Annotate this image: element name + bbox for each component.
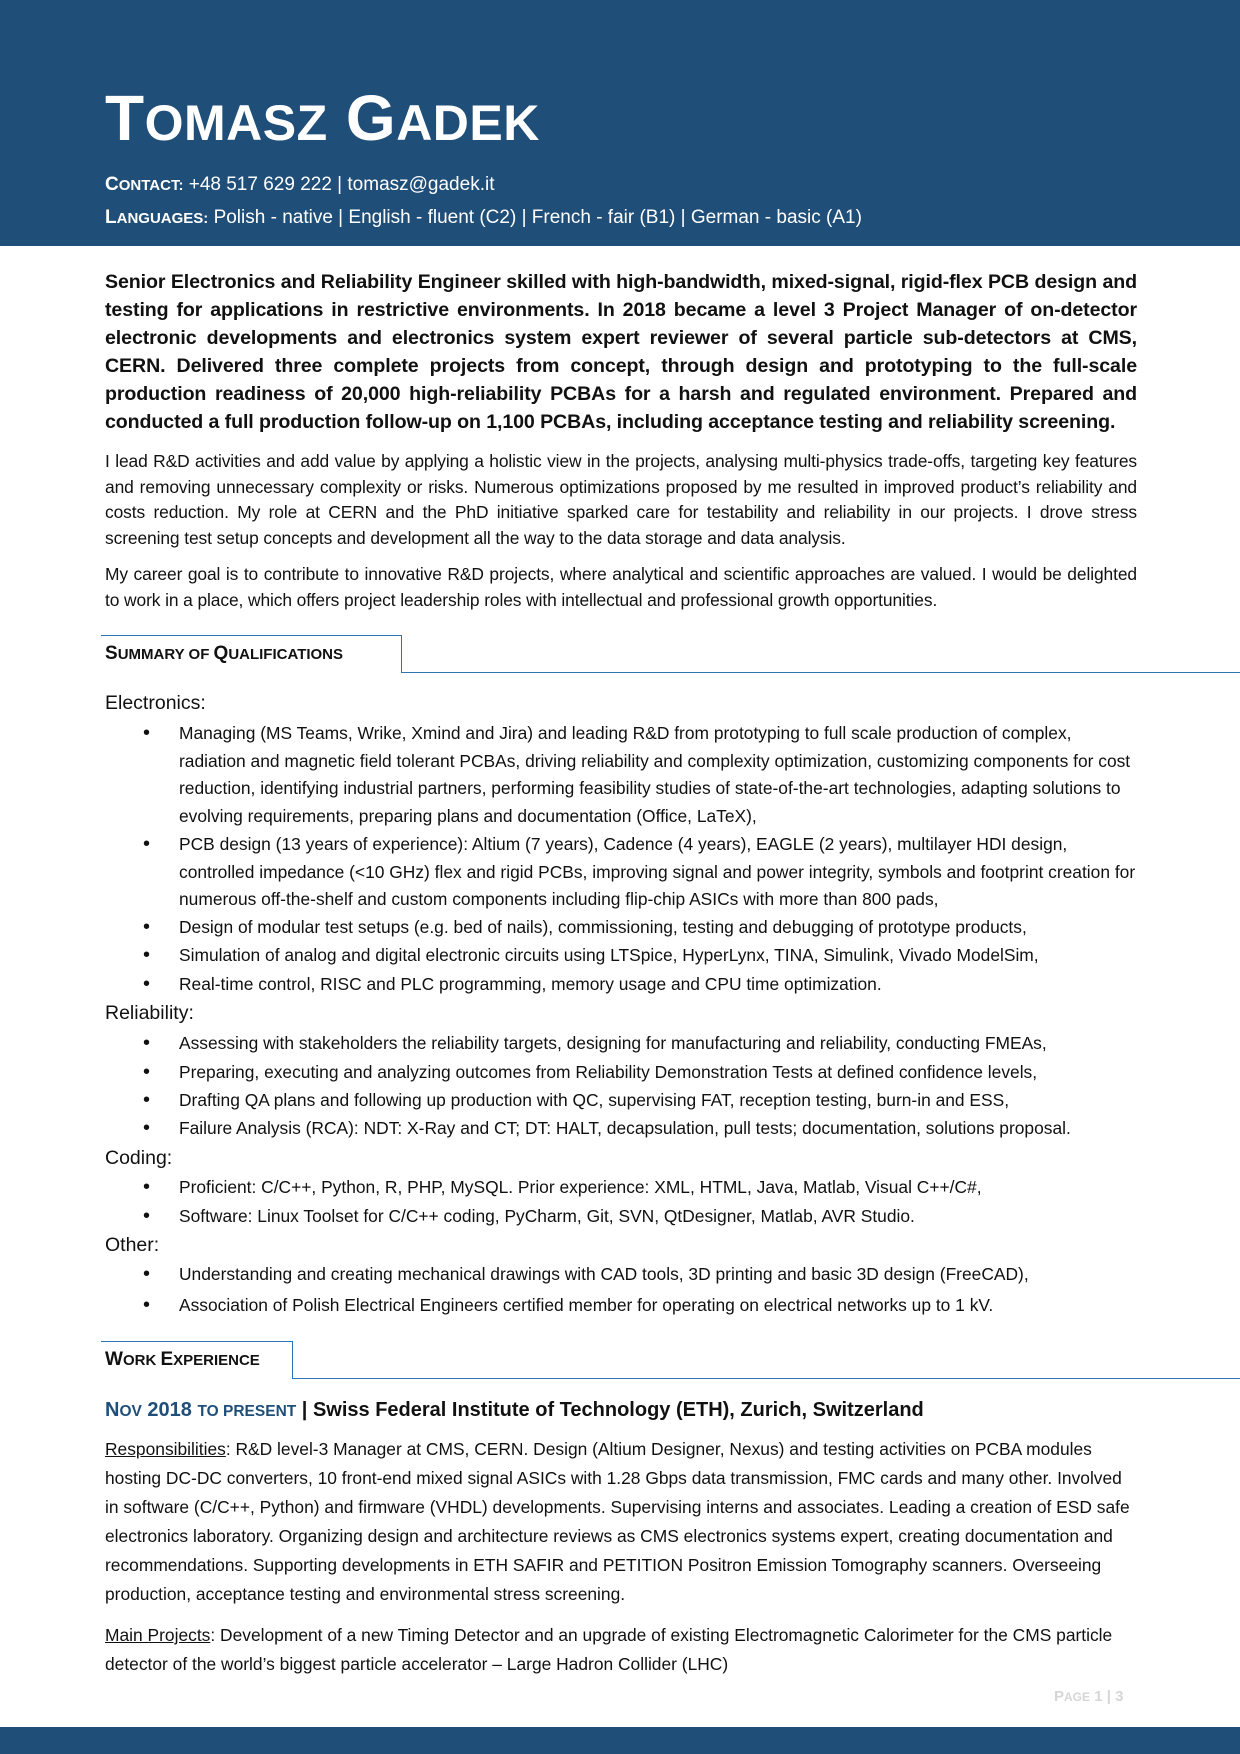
list-item: • Design of modular test setups (e.g. bed of nails), commissioning, testing and debugging of prototype products, xyxy=(179,914,1139,942)
list-item: • Preparing, executing and analyzing outcomes from Reliability Demonstration Tests at defined confidence levels, xyxy=(179,1059,1139,1087)
section-rule xyxy=(292,1378,1240,1379)
job-responsibilities xyxy=(105,1435,1137,1609)
intro-paragraph-2: My career goal is to contribute to innovative R&D projects, where analytical and scientific approaches are valued. I would be delighted to work in a place, which offers project leadership roles with intellectual and professional growth opportunities. xyxy=(105,564,1137,610)
job-heading xyxy=(105,1399,924,1422)
name-last-initial: G xyxy=(345,82,397,154)
languages-label: LANGUAGES: xyxy=(105,207,209,228)
list-item: • Drafting QA plans and following up production with QC, supervising FAT, reception testing, burn-in and ESS, xyxy=(179,1087,1139,1115)
category-coding: Coding: xyxy=(105,1147,173,1169)
name-initial: T xyxy=(105,82,145,154)
list-item: • PCB design (13 years of experience): Altium (7 years), Cadence (4 years), EAGLE (2 years), multilayer HDI design, controlled impedance (<10 GHz) flex and rigid PCBs, improving signal and power integrity, symbols and footprint creation for numerous off-the-shelf and custom components including flip-chip ASICs with more than 800 pads, xyxy=(179,831,1139,914)
languages-value: Polish - native | English - fluent (C2) | French - fair (B1) | German - basic (A1) xyxy=(213,207,862,228)
page-number: PAGE 1 | 3 xyxy=(1054,1688,1124,1705)
projects-label: Main Projects xyxy=(105,1625,211,1645)
list-item: • Association of Polish Electrical Engineers certified member for operating on electrical networks up to 1 kV. xyxy=(179,1292,1139,1320)
intro-paragraph-1: I lead R&D activities and add value by applying a holistic view in the projects, analysing multi-physics trade-offs, targeting key features and removing unnecessary complexity or risks. Numerous optimizations proposed by me resulted in improved product’s reliability and costs reduction. My role at CERN and the PhD initiative sparked care for testability and reliability in our projects. I drove stress screening test setup concepts and development all the way to the data storage and data analysis. xyxy=(105,451,1137,548)
list-item: • Understanding and creating mechanical drawings with CAD tools, 3D printing and basic 3D design (FreeCAD), xyxy=(179,1261,1139,1289)
category-other: Other: xyxy=(105,1234,160,1256)
section-rule xyxy=(401,672,1240,673)
job-separator: | xyxy=(296,1399,313,1421)
name-first-rest: OMASZ xyxy=(144,95,328,151)
contact-line xyxy=(105,173,494,198)
footer-band xyxy=(0,1727,1240,1754)
languages-line xyxy=(105,206,862,231)
candidate-name xyxy=(105,82,540,159)
list-item: • Proficient: C/C++, Python, R, PHP, MySQL. Prior experience: XML, HTML, Java, Matlab, Visual C++/C#, xyxy=(179,1174,1139,1202)
list-item: • Real-time control, RISC and PLC programming, memory usage and CPU time optimization. xyxy=(179,971,1139,999)
list-item: • Assessing with stakeholders the reliability targets, designing for manufacturing and reliability, conducting FMEAs, xyxy=(179,1030,1139,1058)
professional-summary: Senior Electronics and Reliability Engineer skilled with high-bandwidth, mixed-signal, rigid-flex PCB design and testing for applications in restrictive environments. In 2018 became a level 3 Project Manager of on-detector electronic developments and electronics system expert reviewer of several particle sub-detectors at CMS, CERN. Delivered three complete projects from concept, through design and prototyping to the full-scale production readiness of 20,000 high-reliability PCBAs for a harsh and regulated environment. Prepared and conducted a full production follow-up on 1,100 PCBAs, including acceptance testing and reliability screening. xyxy=(105,271,1137,433)
responsibilities-text: : R&D level-3 Manager at CMS, CERN. Design (Altium Designer, Nexus) and testing activities on PCBA modules hosting DC-DC converters, 10 front-end mixed signal ASICs with 1.28 Gbps data transmission, FMC cards and many other. Involved in software (C/C++, Python) and firmware (VHDL) developments. Supervising interns and associates. Leading a creation of ESD safe electronics laboratory. Organizing design and architecture reviews as CMS electronics systems expert, creating documentation and recommendations. Supporting developments in ETH SAFIR and PETITION Positron Emission Tomography scanners. Overseeing production, acceptance testing and environmental stress screening. xyxy=(105,1439,1130,1604)
category-electronics: Electronics: xyxy=(105,692,206,714)
header-band xyxy=(0,0,1240,246)
section-title: WORK EXPERIENCE xyxy=(105,1349,260,1370)
section-title: SUMMARY OF QUALIFICATIONS xyxy=(105,643,344,664)
contact-label: CONTACT: xyxy=(105,174,184,195)
job-main-projects xyxy=(105,1621,1137,1679)
responsibilities-label: Responsibilities xyxy=(105,1439,226,1459)
projects-text: : Development of a new Timing Detector and an upgrade of existing Electromagnetic Calorimeter for the CMS particle detector of the world’s biggest particle accelerator – Large Hadron Collider (LHC) xyxy=(105,1625,1113,1674)
list-item: • Software: Linux Toolset for C/C++ coding, PyCharm, Git, SVN, QtDesigner, Matlab, AVR Studio. xyxy=(179,1203,1139,1231)
list-item: • Simulation of analog and digital electronic circuits using LTSpice, HyperLynx, TINA, Simulink, Vivado ModelSim, xyxy=(179,942,1139,970)
contact-value[interactable]: +48 517 629 222 | tomasz@gadek.it xyxy=(188,174,495,195)
name-last-rest: ADEK xyxy=(396,95,540,151)
list-item: • Managing (MS Teams, Wrike, Xmind and Jira) and leading R&D from prototyping to full scale production of complex, radiation and magnetic field tolerant PCBAs, driving reliability and complexity optimization, customizing components for cost reduction, identifying industrial partners, performing feasibility studies of state-of-the-art technologies, adapting solutions to evolving requirements, preparing plans and documentation (Office, LaTeX), xyxy=(179,720,1139,830)
job-date: NOV 2018 TO PRESENT xyxy=(105,1399,297,1421)
category-reliability: Reliability: xyxy=(105,1002,194,1024)
job-organization: Swiss Federal Institute of Technology (ETH), Zurich, Switzerland xyxy=(312,1399,924,1421)
list-item: • Failure Analysis (RCA): NDT: X-Ray and CT; DT: HALT, decapsulation, pull tests; documentation, solutions proposal. xyxy=(179,1115,1139,1143)
